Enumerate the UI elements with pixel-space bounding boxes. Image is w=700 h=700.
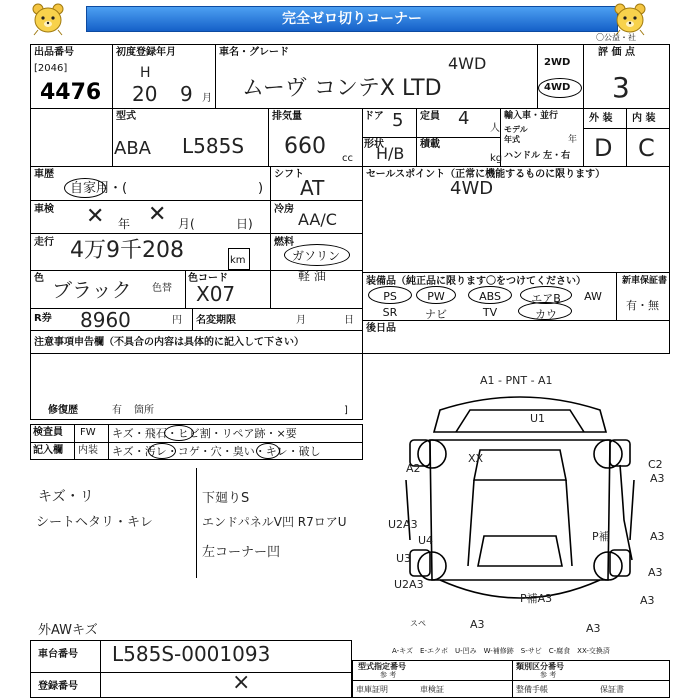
- mark-6: U2A3: [388, 518, 418, 531]
- right-note-3: 左コーナー凹: [202, 545, 281, 560]
- model-grade-label: 車名・グレード: [219, 47, 289, 58]
- lot-label: 出品番号: [34, 47, 74, 58]
- capacity-value: 4: [458, 108, 470, 129]
- repair-close: ]: [344, 405, 348, 416]
- recycle-unit: 円: [172, 315, 182, 326]
- class-sub: 参 考: [540, 671, 557, 679]
- footer-text-0: 車庫証明: [356, 685, 388, 694]
- repair-label: 修復歴: [48, 405, 78, 416]
- mark-15: A3: [470, 618, 485, 631]
- mark-4: C2: [648, 458, 663, 471]
- mark-13: P補A3: [520, 592, 553, 605]
- type-prefix: ABA: [114, 138, 151, 159]
- interior-label: 内 装: [632, 113, 656, 124]
- displacement-value: 660: [284, 134, 326, 159]
- recycle-value: 8960: [80, 308, 131, 332]
- first-reg-unit: 月: [202, 93, 212, 104]
- model-year-unit: 年: [568, 135, 578, 145]
- mark-2: XX: [468, 452, 484, 465]
- expiry-month: 月: [296, 315, 306, 326]
- lot-small: [2046]: [34, 63, 68, 74]
- mark-0: A1 - PNT - A1: [480, 374, 553, 387]
- color-code-value: X07: [196, 282, 236, 306]
- model-year-label: モデル: [504, 125, 528, 134]
- spec-label: 型式指定番号: [358, 662, 406, 671]
- first-reg-year: 20: [132, 82, 158, 106]
- equip-airbag: エアB: [531, 292, 561, 305]
- mark-5: A3: [650, 472, 665, 485]
- model-grade-value: ムーヴ コンテX LTD: [242, 76, 442, 101]
- displacement-label: 排気量: [272, 111, 302, 122]
- mark-16: A3: [586, 622, 601, 635]
- equip-ps: PS: [383, 290, 397, 303]
- load-unit: kg: [490, 153, 503, 164]
- drive-4wd: 4WD: [544, 82, 571, 93]
- reg-value: ×: [232, 670, 251, 695]
- shift-value: AT: [300, 176, 325, 200]
- mark-3: A2: [406, 462, 421, 475]
- equip-kawa: カウ: [535, 308, 557, 321]
- interior-items: キズ・汚レ・コゲ・穴・臭い・キレ・破し: [112, 445, 321, 458]
- type-label: 型式: [116, 111, 136, 122]
- footer-text-1: 車検証: [420, 685, 444, 694]
- aftersale-label: 後日品: [366, 323, 396, 334]
- equip-tv: TV: [482, 306, 498, 319]
- reg-label: 登録番号: [38, 681, 78, 692]
- mark-7: U4: [418, 534, 434, 547]
- chassis-label: 車台番号: [38, 649, 78, 660]
- equip-pw: PW: [427, 290, 445, 303]
- inspection-strike: ✕: [86, 204, 105, 229]
- rating-value: 3: [612, 71, 630, 104]
- right-note-2: エンドパネルV凹 R7ロアU: [202, 515, 347, 529]
- mark-10: U3: [396, 552, 412, 565]
- inspection-year: 年: [118, 217, 131, 231]
- mark-17: スペ: [410, 619, 426, 628]
- car-damage-diagram: [370, 370, 670, 640]
- history-value: 自家用・(: [70, 181, 128, 196]
- mark-11: A3: [648, 566, 663, 579]
- ac-label: 冷房: [274, 204, 294, 215]
- bear-mascot-icon: [612, 2, 648, 36]
- header-title: 完全ゼロ切りコーナー: [86, 6, 618, 32]
- fw-label: FW: [80, 427, 96, 438]
- expiry-label: 名変期限: [196, 315, 236, 326]
- chassis-value: L585S-0001093: [112, 642, 271, 666]
- left-note-1: キズ・リ: [38, 489, 94, 505]
- repair-where: 箇所: [134, 405, 154, 416]
- mark-12: U2A3: [394, 578, 424, 591]
- type-value: L585S: [182, 134, 245, 158]
- capacity-label: 定員: [420, 111, 440, 122]
- history-label: 車歴: [34, 169, 54, 180]
- color-value: ブラック: [52, 278, 132, 302]
- drive-2wd: 2WD: [544, 57, 571, 68]
- header-bar: [0, 0, 700, 42]
- mark-1: U1: [530, 412, 546, 425]
- bottom-note: 外AWキズ: [38, 623, 98, 638]
- interior-row-label: 内装: [78, 445, 98, 456]
- first-reg-label: 初度登録年月: [116, 47, 176, 58]
- rating-label: 評 価 点: [598, 47, 635, 58]
- mark-14: A3: [640, 594, 655, 607]
- exterior-value: D: [594, 134, 613, 162]
- body-value: H/B: [376, 144, 405, 163]
- notes-label: 注意事項申告欄（不具合の内容は具体的に記入して下さい）: [34, 337, 304, 348]
- equip-abs: ABS: [479, 290, 501, 303]
- handle-label: ハンドル 左・右: [504, 151, 571, 161]
- exterior-label: 外 装: [589, 113, 613, 124]
- shift-label: シフト: [274, 169, 304, 180]
- new-warranty-value: 有・無: [626, 299, 659, 312]
- load-label: 積載: [420, 139, 440, 150]
- inspection-day: 日): [236, 217, 253, 231]
- fuel-value: ガソリン: [292, 249, 341, 263]
- interior-value: C: [638, 134, 655, 162]
- mark-8: P補: [592, 530, 610, 543]
- class-label: 類別区分番号: [516, 662, 564, 671]
- doors-value: 5: [392, 110, 404, 131]
- inspection-label: 車検: [34, 204, 54, 215]
- repair-yes: 有: [112, 405, 122, 416]
- inspection-strike-2: ✕: [148, 202, 167, 227]
- body-label: 形状: [364, 139, 384, 150]
- equip-aw: AW: [584, 290, 602, 303]
- right-note-1: 下廻りS: [202, 491, 250, 506]
- legend: A-キズ E-エクボ U-凹み W-補修跡 S-サビ C-腐食 XX-交換済: [392, 647, 610, 655]
- doors-label: ドア: [364, 111, 384, 122]
- footer-text-3: 保証書: [600, 685, 624, 694]
- fuel-other: 軽 油: [298, 269, 326, 283]
- lot-number: 4476: [40, 80, 102, 105]
- equip-navi: ナビ: [425, 308, 447, 321]
- mileage-unit: km: [230, 255, 246, 266]
- history-close: ): [258, 181, 264, 196]
- footer-text-2: 整備手帳: [516, 685, 548, 694]
- color-label: 色: [34, 273, 44, 284]
- capacity-unit: 人: [490, 123, 500, 134]
- new-warranty-label: 新車保証書: [622, 276, 668, 286]
- ac-value: AA/C: [298, 210, 337, 229]
- selling-label: セールスポイント（正常に機能するものに限ります）: [366, 169, 606, 180]
- left-note-2: シートヘタリ・キレ: [36, 515, 153, 530]
- fw-items: キズ・飛石・ヒビ割・リペア跡・×要: [112, 427, 297, 440]
- mileage-label: 走行: [34, 237, 54, 248]
- bear-mascot-icon: [30, 2, 66, 36]
- color-code-label: 色コード: [188, 273, 228, 284]
- model-note: 4WD: [448, 54, 487, 73]
- spec-sub: 参 考: [380, 671, 397, 679]
- mark-9: A3: [650, 530, 665, 543]
- equipment-label: 装備品（純正品に限ります〇をつけてください）: [366, 276, 586, 287]
- first-reg-era: H: [140, 65, 151, 81]
- inspection-month: 月(: [178, 217, 195, 231]
- equip-sr: SR: [382, 306, 398, 319]
- selling-value: 4WD: [450, 178, 494, 199]
- color-change-label: 色替: [152, 283, 172, 294]
- recycle-label: R券: [34, 313, 52, 324]
- first-reg-month: 9: [180, 82, 193, 106]
- expiry-day: 日: [344, 315, 354, 326]
- top-right-fragment: 〇公益・社: [596, 33, 636, 42]
- fuel-label: 燃料: [274, 237, 294, 248]
- entry-label: 記入欄: [33, 445, 63, 456]
- model-year-sub: 年式: [504, 135, 520, 144]
- inspector-label: 検査員: [33, 427, 63, 438]
- displacement-unit: cc: [342, 153, 353, 164]
- import-label: 輸入車・並行: [504, 111, 559, 121]
- mileage-value: 4万9千208: [70, 238, 184, 263]
